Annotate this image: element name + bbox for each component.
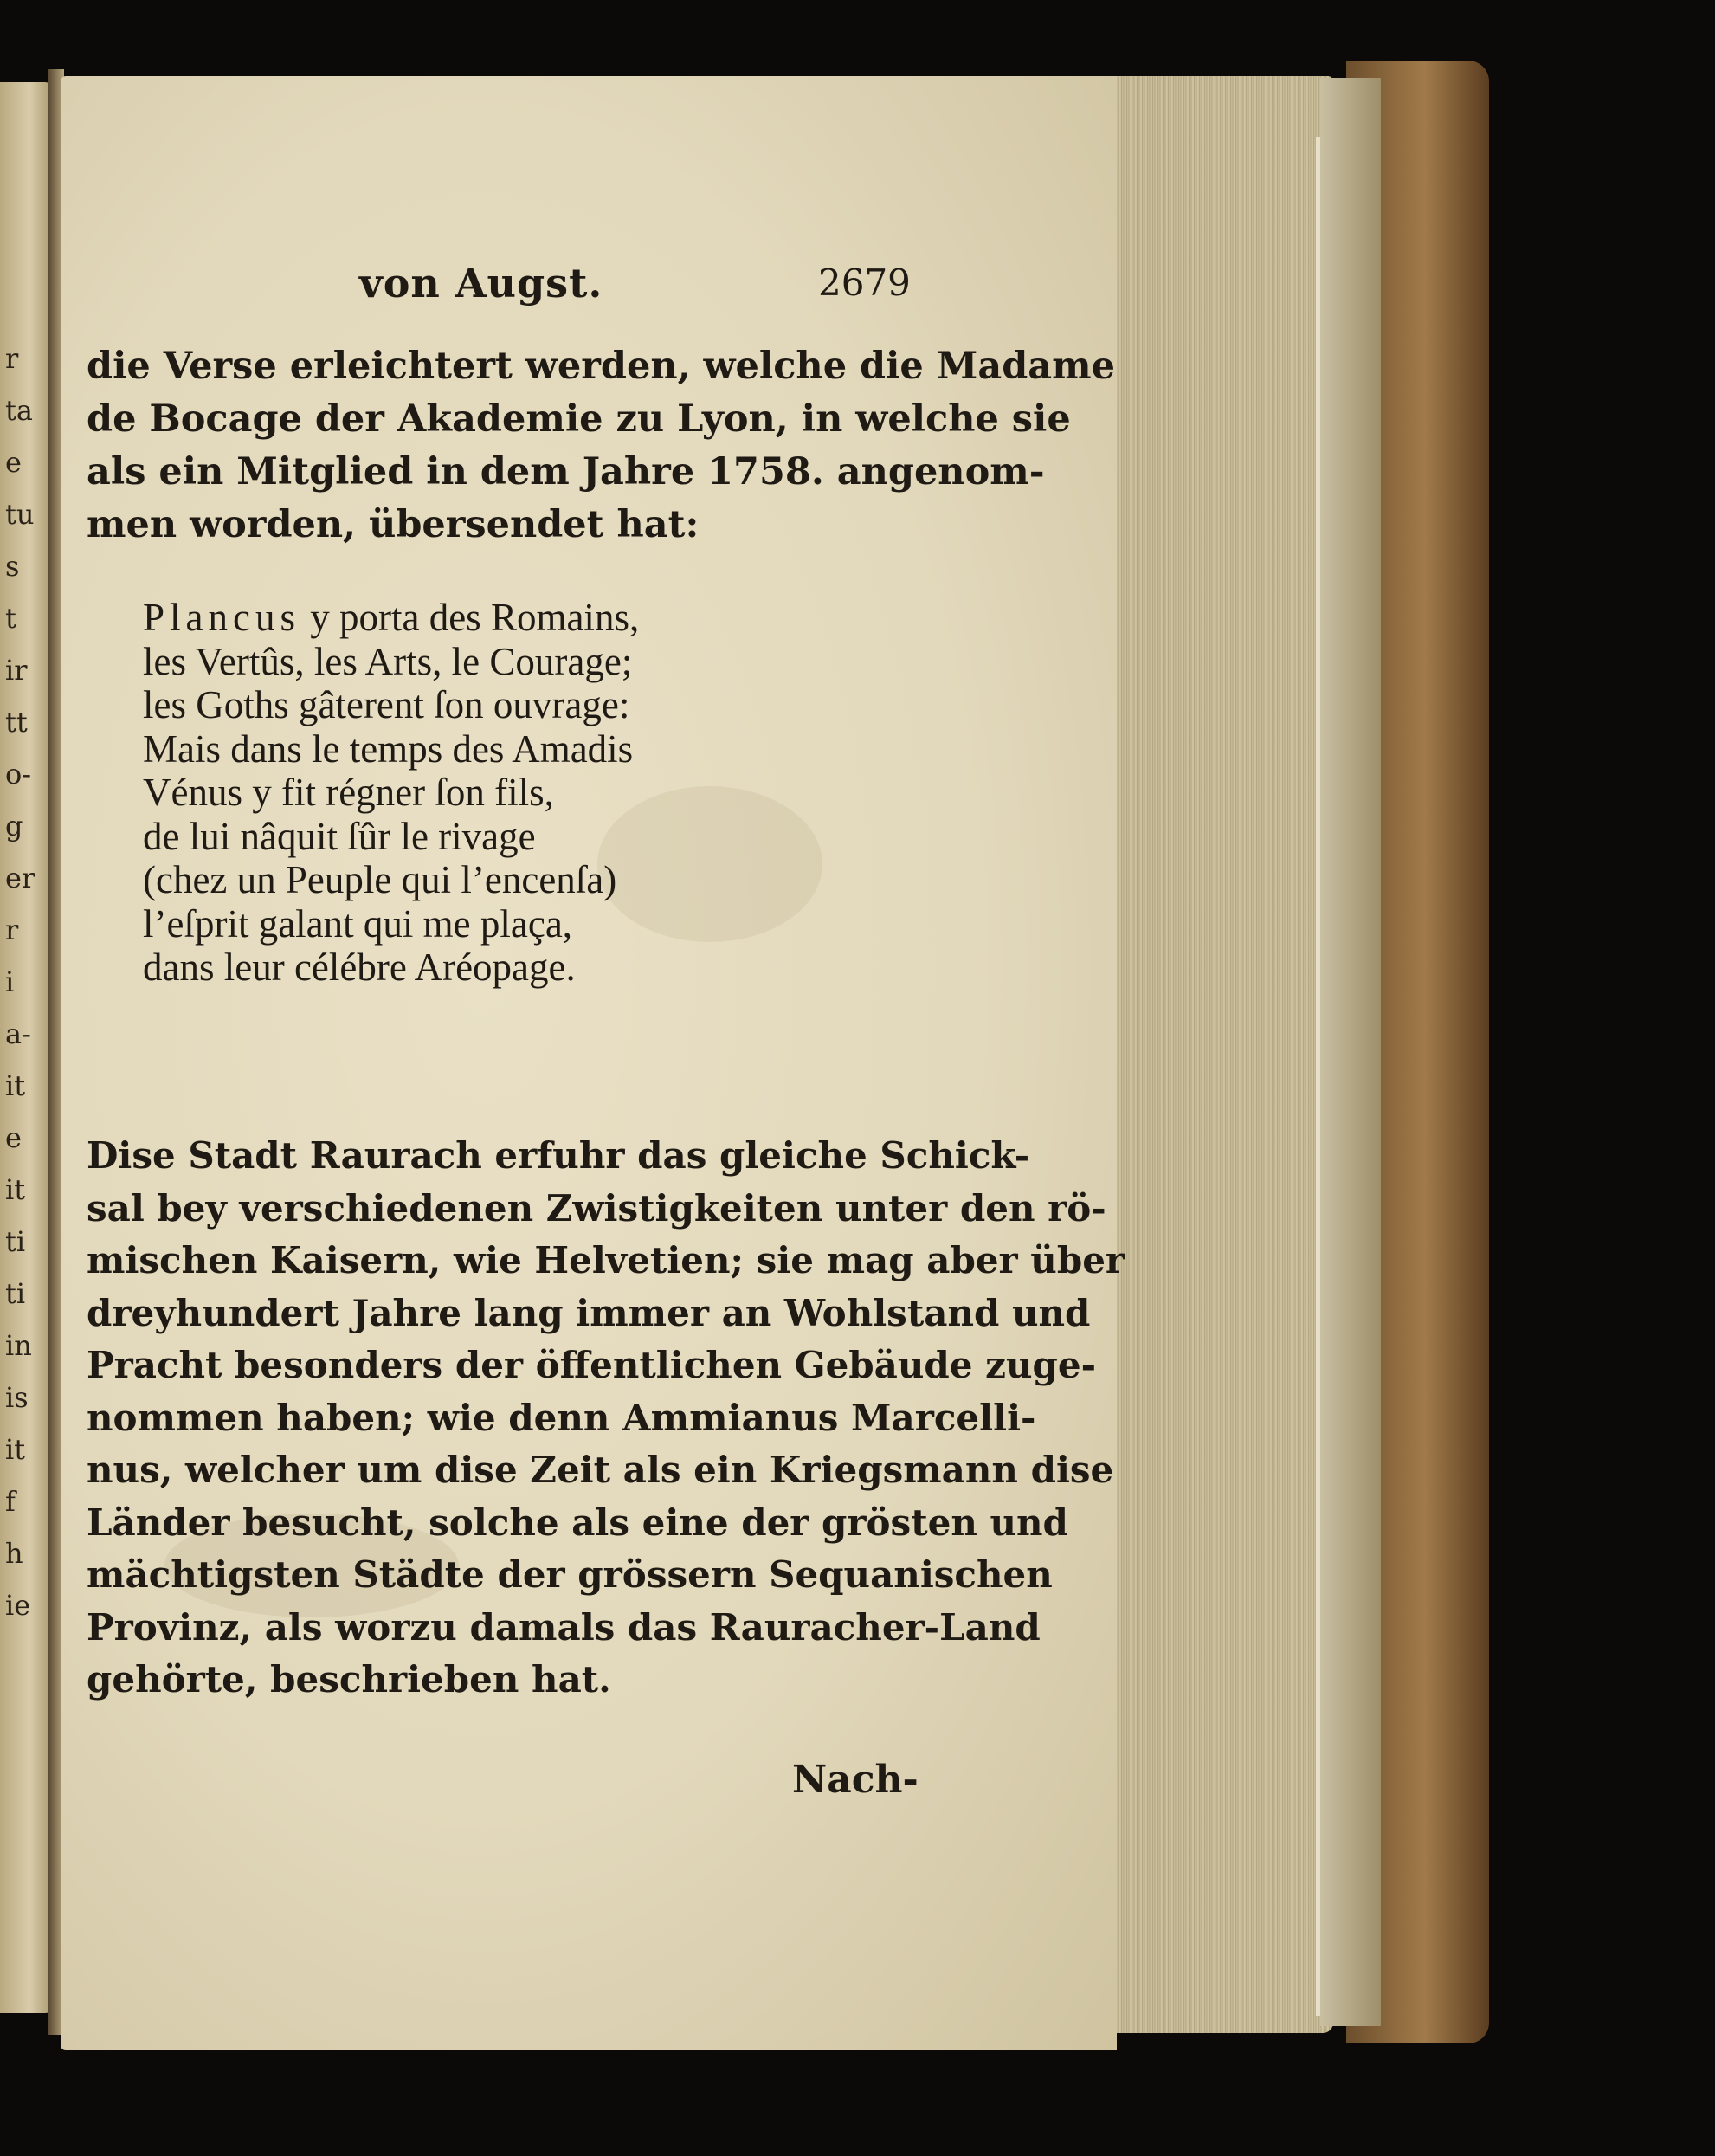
poem-first-word: Plancus <box>143 596 300 639</box>
left-page-fragment: tu <box>5 498 35 531</box>
left-page-fragment: t <box>5 602 16 635</box>
left-page-fragment: ti <box>5 1225 26 1258</box>
paragraph-line: Länder besucht, solche als eine der grösten und <box>87 1501 1068 1544</box>
left-page-text-fragments <box>0 82 54 2013</box>
poem-line: les Vertûs, les Arts, le Courage; <box>143 639 633 683</box>
paragraph-line: men worden, übersendet hat: <box>87 503 700 546</box>
left-page-fragment: r <box>5 342 19 375</box>
left-page-fragment: it <box>5 1173 26 1206</box>
left-page-fragment: ir <box>5 654 28 687</box>
left-page-fragment: h <box>5 1537 23 1570</box>
paragraph-1 <box>87 340 1116 552</box>
left-page-fragment: i <box>5 965 15 998</box>
paragraph-line: Provinz, als worzu damals das Rauracher-Land <box>87 1605 1041 1649</box>
paragraph-line: Dise Stadt Raurach erfuhr das gleiche Schick- <box>87 1134 1030 1177</box>
page-number: 2679 <box>818 261 911 304</box>
left-page-fragment: tt <box>5 706 28 739</box>
left-page-fragment: in <box>5 1329 32 1362</box>
french-poem <box>143 596 639 990</box>
poem-line: les Goths gâterent ſon ouvrage: <box>143 683 630 726</box>
paragraph-line: de Bocage der Akademie zu Lyon, in welche sie <box>87 397 1071 441</box>
catchword: Nach- <box>792 1758 919 1802</box>
paragraph-line: mächtigsten Städte der grössern Sequanischen <box>87 1553 1053 1596</box>
left-page-fragment: g <box>5 810 23 842</box>
poem-line: l’eſprit galant qui me plaça, <box>143 901 573 946</box>
left-page-fragment: ti <box>5 1277 26 1310</box>
poem-line: (chez un Peuple qui l’encenſa) <box>143 858 617 901</box>
paragraph-line: gehörte, beschrieben hat. <box>87 1658 611 1701</box>
left-page-fragment: er <box>5 862 35 894</box>
paragraph-line: die Verse erleichtert werden, welche die Madame <box>87 345 1116 388</box>
poem-line <box>143 596 639 640</box>
left-page-fragment: e <box>5 1121 22 1154</box>
left-page-fragment: it <box>5 1069 26 1102</box>
left-page-fragment: is <box>5 1381 29 1414</box>
paragraph-line: mischen Kaisern, wie Helvetien; sie mag aber über <box>87 1239 1125 1281</box>
paragraph-line: sal bey verschiedenen Zwistigkeiten unter den rö- <box>87 1186 1106 1230</box>
running-head: von Augst. <box>359 260 603 307</box>
left-page-fragment: o- <box>5 758 32 791</box>
left-page-fragment: ie <box>5 1589 31 1622</box>
paragraph-line: dreyhundert Jahre lang immer an Wohlstand und <box>87 1291 1091 1334</box>
poem-line-text: y porta des Romains, <box>300 596 640 639</box>
left-page-fragment: it <box>5 1433 26 1466</box>
left-page-fragment: r <box>5 913 19 946</box>
poem-line: de lui nâquit ſûr le rivage <box>143 814 536 858</box>
paragraph-line: nommen haben; wie denn Ammianus Marcelli- <box>87 1396 1036 1439</box>
left-page-fragment: e <box>5 446 22 479</box>
left-page-fragment: s <box>5 550 20 583</box>
paragraph-line: als ein Mitglied in dem Jahre 1758. angenom- <box>87 450 1045 494</box>
paragraph-line: Pracht besonders der öffentlichen Gebäude zuge- <box>87 1344 1097 1386</box>
left-page-fragment: a- <box>5 1017 31 1050</box>
poem-line: Vénus y fit régner ſon fils, <box>143 771 554 814</box>
paragraph-line: nus, welcher um dise Zeit als ein Kriegsmann dise <box>87 1449 1114 1491</box>
poem-line: Mais dans le temps des Amadis <box>143 726 634 771</box>
poem-line: dans leur célébre Aréopage. <box>143 946 576 989</box>
left-page-fragment: ta <box>5 394 33 427</box>
left-page-fragment: f <box>5 1485 16 1518</box>
paragraph-2 <box>87 1130 1125 1707</box>
